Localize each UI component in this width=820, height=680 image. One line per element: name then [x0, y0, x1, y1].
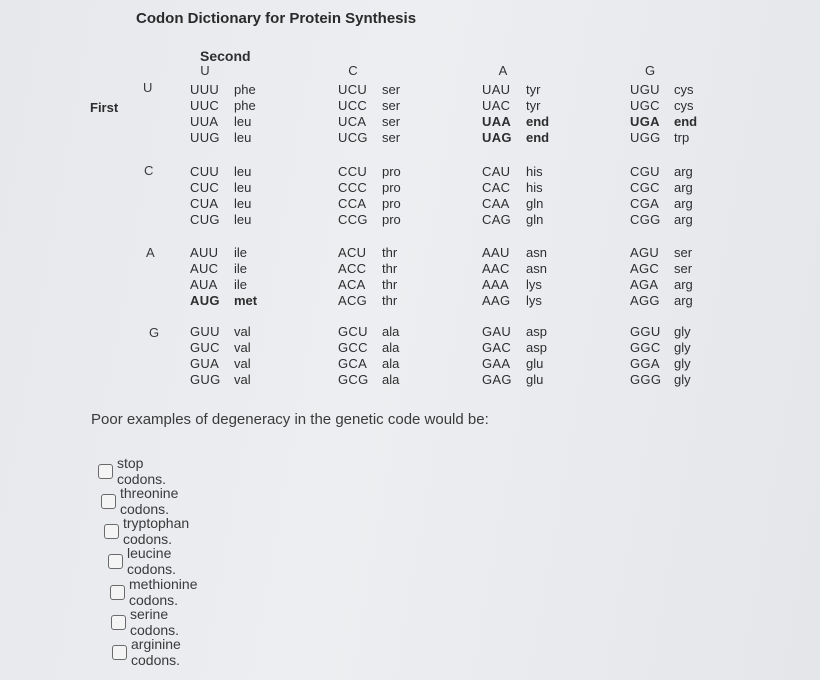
- amino-acid: asp: [526, 340, 547, 355]
- codon-entry: [338, 196, 401, 212]
- figure-title: Codon Dictionary for Protein Synthesis: [136, 10, 417, 27]
- codon-entry: [630, 372, 691, 388]
- first-position-label: First: [90, 100, 119, 115]
- codon-triplet: AGA: [630, 277, 659, 292]
- codon-entry: [190, 114, 256, 130]
- codon-triplet: AAU: [482, 245, 510, 260]
- codon-entry: [190, 98, 256, 114]
- codon-entry: [630, 164, 693, 180]
- codon-entry: [190, 245, 257, 261]
- codon-triplet: GUG: [190, 372, 221, 387]
- amino-acid: gln: [526, 212, 544, 227]
- codon-entry: [630, 340, 691, 356]
- codon-triplet: CCG: [338, 212, 368, 227]
- codon-block: [630, 82, 697, 146]
- codon-triplet: ACU: [338, 245, 367, 260]
- codon-triplet: GUA: [190, 356, 220, 371]
- codon-entry: [190, 130, 256, 146]
- amino-acid: end: [526, 130, 550, 145]
- codon-triplet: GUU: [190, 324, 220, 339]
- codon-entry: [338, 130, 400, 146]
- codon-triplet: ACG: [338, 293, 368, 308]
- codon-triplet: UGG: [630, 130, 661, 145]
- codon-triplet: CAA: [482, 196, 510, 211]
- codon-triplet: AAG: [482, 293, 511, 308]
- amino-acid: lys: [526, 277, 542, 292]
- codon-block: [190, 82, 256, 146]
- codon-block: [482, 82, 549, 146]
- codon-triplet: GGA: [630, 356, 660, 371]
- codon-block: [482, 164, 543, 228]
- amino-acid: val: [234, 340, 251, 355]
- codon-entry: [482, 212, 543, 228]
- codon-entry: [190, 180, 251, 196]
- amino-acid: arg: [674, 164, 693, 179]
- second-base-a: A: [498, 63, 508, 78]
- codon-entry: [338, 212, 401, 228]
- codon-entry: [482, 114, 549, 130]
- amino-acid: met: [234, 293, 258, 308]
- checkbox[interactable]: [112, 645, 127, 660]
- codon-entry: [630, 196, 693, 212]
- codon-triplet: UGU: [630, 82, 660, 97]
- codon-block: [482, 324, 547, 388]
- first-base-a: A: [146, 245, 155, 260]
- amino-acid: phe: [234, 98, 256, 113]
- codon-triplet: ACC: [338, 261, 367, 276]
- amino-acid: phe: [234, 82, 256, 97]
- amino-acid: ser: [382, 82, 401, 97]
- codon-entry: [630, 293, 693, 309]
- amino-acid: end: [674, 114, 698, 129]
- codon-entry: [338, 98, 400, 114]
- codon-entry: [190, 164, 251, 180]
- codon-entry: [338, 277, 397, 293]
- codon-entry: [338, 340, 399, 356]
- amino-acid: tyr: [526, 98, 541, 113]
- amino-acid: leu: [234, 130, 252, 145]
- answer-option[interactable]: [112, 636, 181, 668]
- option-label: tryptophan codons.: [123, 515, 190, 547]
- codon-block: [630, 245, 693, 309]
- codon-entry: [630, 324, 691, 340]
- option-label: arginine codons.: [131, 636, 181, 668]
- first-base-c: C: [144, 163, 154, 178]
- amino-acid: pro: [382, 212, 401, 227]
- codon-triplet: GAA: [482, 356, 511, 371]
- amino-acid: val: [234, 372, 251, 387]
- amino-acid: thr: [382, 261, 398, 276]
- amino-acid: ala: [382, 324, 400, 339]
- amino-acid: arg: [674, 180, 693, 195]
- codon-entry: [338, 372, 399, 388]
- codon-triplet: UUU: [190, 82, 220, 97]
- codon-entry: [190, 340, 251, 356]
- amino-acid: tyr: [526, 82, 541, 97]
- codon-triplet: CAC: [482, 180, 511, 195]
- codon-triplet: CCC: [338, 180, 368, 195]
- codon-triplet: UAA: [482, 114, 512, 129]
- amino-acid: glu: [526, 356, 544, 371]
- codon-triplet: UUA: [190, 114, 219, 129]
- amino-acid: glu: [526, 372, 544, 387]
- option-label: serine codons.: [130, 606, 180, 638]
- amino-acid: ser: [382, 98, 401, 113]
- option-label: methionine codons.: [129, 576, 198, 608]
- codon-entry: [338, 293, 397, 309]
- codon-triplet: UUG: [190, 130, 220, 145]
- codon-entry: [482, 196, 543, 212]
- codon-triplet: GGU: [630, 324, 661, 339]
- codon-entry: [630, 277, 693, 293]
- amino-acid: gly: [674, 340, 691, 355]
- codon-triplet: UGC: [630, 98, 660, 113]
- amino-acid: leu: [234, 212, 252, 227]
- codon-triplet: UCG: [338, 130, 368, 145]
- codon-block: [190, 164, 251, 228]
- codon-triplet: GAC: [482, 340, 512, 355]
- answer-option[interactable]: [111, 606, 179, 638]
- codon-triplet: UCU: [338, 82, 368, 97]
- amino-acid: leu: [234, 180, 252, 195]
- codon-triplet: GCG: [338, 372, 369, 387]
- codon-entry: [338, 261, 397, 277]
- checkbox[interactable]: [111, 615, 126, 630]
- codon-triplet: CCA: [338, 196, 367, 211]
- codon-entry: [630, 114, 697, 130]
- codon-entry: [482, 82, 549, 98]
- codon-entry: [482, 277, 547, 293]
- amino-acid: gly: [674, 356, 691, 371]
- codon-triplet: UGA: [630, 114, 660, 129]
- codon-entry: [338, 180, 401, 196]
- codon-triplet: UAG: [482, 130, 512, 145]
- codon-triplet: GCA: [338, 356, 368, 371]
- codon-entry: [630, 356, 691, 372]
- option-label: leucine codons.: [127, 545, 177, 577]
- codon-triplet: CUC: [190, 180, 220, 195]
- amino-acid: leu: [234, 164, 252, 179]
- codon-triplet: AUA: [190, 277, 218, 292]
- amino-acid: arg: [674, 277, 693, 292]
- codon-entry: [482, 293, 547, 309]
- amino-acid: leu: [234, 114, 252, 129]
- option-label: stop codons.: [117, 455, 167, 487]
- codon-entry: [338, 356, 399, 372]
- amino-acid: ala: [382, 372, 400, 387]
- codon-block: [338, 164, 401, 228]
- codon-triplet: AAC: [482, 261, 510, 276]
- amino-acid: val: [234, 356, 251, 371]
- first-base-g: G: [149, 325, 160, 340]
- amino-acid: arg: [674, 293, 693, 308]
- codon-block: [630, 164, 693, 228]
- codon-entry: [190, 356, 251, 372]
- codon-triplet: UAC: [482, 98, 511, 113]
- codon-triplet: CUU: [190, 164, 220, 179]
- codon-entry: [482, 164, 543, 180]
- amino-acid: asn: [526, 245, 547, 260]
- codon-entry: [482, 372, 547, 388]
- codon-entry: [190, 293, 257, 309]
- checkbox[interactable]: [110, 585, 125, 600]
- amino-acid: thr: [382, 277, 398, 292]
- codon-triplet: UAU: [482, 82, 511, 97]
- codon-entry: [482, 245, 547, 261]
- answer-option[interactable]: [108, 545, 176, 577]
- codon-entry: [630, 130, 697, 146]
- codon-triplet: CGC: [630, 180, 660, 195]
- codon-triplet: UUC: [190, 98, 220, 113]
- codon-entry: [482, 98, 549, 114]
- codon-entry: [482, 324, 547, 340]
- amino-acid: asn: [526, 261, 547, 276]
- codon-entry: [630, 98, 697, 114]
- codon-entry: [190, 196, 251, 212]
- codon-triplet: CAG: [482, 212, 512, 227]
- codon-triplet: AGU: [630, 245, 660, 260]
- codon-entry: [338, 245, 397, 261]
- codon-entry: [338, 164, 401, 180]
- codon-entry: [190, 372, 251, 388]
- amino-acid: asp: [526, 324, 547, 339]
- codon-entry: [630, 245, 693, 261]
- codon-triplet: UCA: [338, 114, 367, 129]
- checkbox[interactable]: [104, 524, 119, 539]
- amino-acid: pro: [382, 164, 401, 179]
- amino-acid: leu: [234, 196, 252, 211]
- amino-acid: cys: [674, 98, 694, 113]
- checkbox[interactable]: [98, 464, 113, 479]
- codon-entry: [190, 277, 257, 293]
- amino-acid: his: [526, 164, 543, 179]
- checkbox[interactable]: [101, 494, 116, 509]
- amino-acid: ile: [234, 261, 248, 276]
- codon-triplet: ACA: [338, 277, 366, 292]
- codon-triplet: AUC: [190, 261, 219, 276]
- codon-entry: [630, 82, 697, 98]
- amino-acid: thr: [382, 245, 398, 260]
- amino-acid: ser: [674, 261, 693, 276]
- checkbox[interactable]: [108, 554, 123, 569]
- codon-entry: [190, 261, 257, 277]
- codon-block: [482, 245, 547, 309]
- codon-entry: [338, 82, 400, 98]
- codon-triplet: CUG: [190, 212, 220, 227]
- amino-acid: ile: [234, 277, 248, 292]
- amino-acid: ser: [382, 114, 401, 129]
- second-base-u: U: [200, 63, 210, 78]
- codon-block: [190, 245, 257, 309]
- codon-entry: [482, 130, 549, 146]
- second-position-label: Second: [200, 48, 251, 64]
- codon-entry: [482, 356, 547, 372]
- codon-triplet: CCU: [338, 164, 368, 179]
- codon-triplet: CGG: [630, 212, 661, 227]
- codon-triplet: GCC: [338, 340, 368, 355]
- option-label: threonine codons.: [120, 485, 179, 517]
- codon-triplet: GGG: [630, 372, 662, 387]
- second-base-c: C: [348, 63, 358, 78]
- amino-acid: gly: [674, 324, 691, 339]
- codon-triplet: UCC: [338, 98, 368, 113]
- codon-triplet: GUC: [190, 340, 220, 355]
- second-base-g: G: [644, 63, 656, 78]
- codon-triplet: CGU: [630, 164, 660, 179]
- codon-entry: [190, 212, 251, 228]
- codon-triplet: AGC: [630, 261, 660, 276]
- question-text: Poor examples of degeneracy in the genetic code would be:: [91, 411, 489, 428]
- amino-acid: cys: [674, 82, 694, 97]
- codon-block: [630, 324, 691, 388]
- amino-acid: gln: [526, 196, 544, 211]
- amino-acid: pro: [382, 196, 401, 211]
- amino-acid: trp: [674, 130, 690, 145]
- codon-entry: [482, 261, 547, 277]
- codon-entry: [630, 180, 693, 196]
- codon-block: [338, 245, 397, 309]
- amino-acid: gly: [674, 372, 691, 387]
- amino-acid: thr: [382, 293, 398, 308]
- codon-triplet: GGC: [630, 340, 661, 355]
- codon-triplet: GAU: [482, 324, 512, 339]
- amino-acid: ser: [674, 245, 693, 260]
- codon-entry: [338, 324, 399, 340]
- codon-block: [338, 82, 400, 146]
- codon-triplet: GCU: [338, 324, 368, 339]
- codon-triplet: CGA: [630, 196, 660, 211]
- amino-acid: arg: [674, 212, 693, 227]
- amino-acid: ala: [382, 340, 400, 355]
- codon-triplet: AGG: [630, 293, 660, 308]
- amino-acid: lys: [526, 293, 542, 308]
- answer-option[interactable]: [101, 485, 178, 517]
- first-base-u: U: [143, 80, 153, 95]
- amino-acid: his: [526, 180, 543, 195]
- amino-acid: arg: [674, 196, 693, 211]
- codon-entry: [338, 114, 400, 130]
- amino-acid: ile: [234, 245, 248, 260]
- codon-triplet: GAG: [482, 372, 512, 387]
- amino-acid: pro: [382, 180, 401, 195]
- codon-triplet: AUU: [190, 245, 219, 260]
- answer-option[interactable]: [110, 576, 198, 608]
- amino-acid: end: [526, 114, 550, 129]
- codon-entry: [630, 212, 693, 228]
- codon-triplet: AAA: [482, 277, 509, 292]
- codon-entry: [190, 324, 251, 340]
- codon-block: [338, 324, 399, 388]
- codon-entry: [482, 340, 547, 356]
- codon-entry: [190, 82, 256, 98]
- amino-acid: ser: [382, 130, 401, 145]
- amino-acid: ala: [382, 356, 400, 371]
- answer-option[interactable]: [104, 515, 189, 547]
- amino-acid: val: [234, 324, 251, 339]
- answer-option[interactable]: [98, 455, 166, 487]
- codon-triplet: CAU: [482, 164, 511, 179]
- codon-entry: [630, 261, 693, 277]
- codon-block: [190, 324, 251, 388]
- codon-triplet: CUA: [190, 196, 219, 211]
- codon-entry: [482, 180, 543, 196]
- codon-triplet: AUG: [190, 293, 220, 308]
